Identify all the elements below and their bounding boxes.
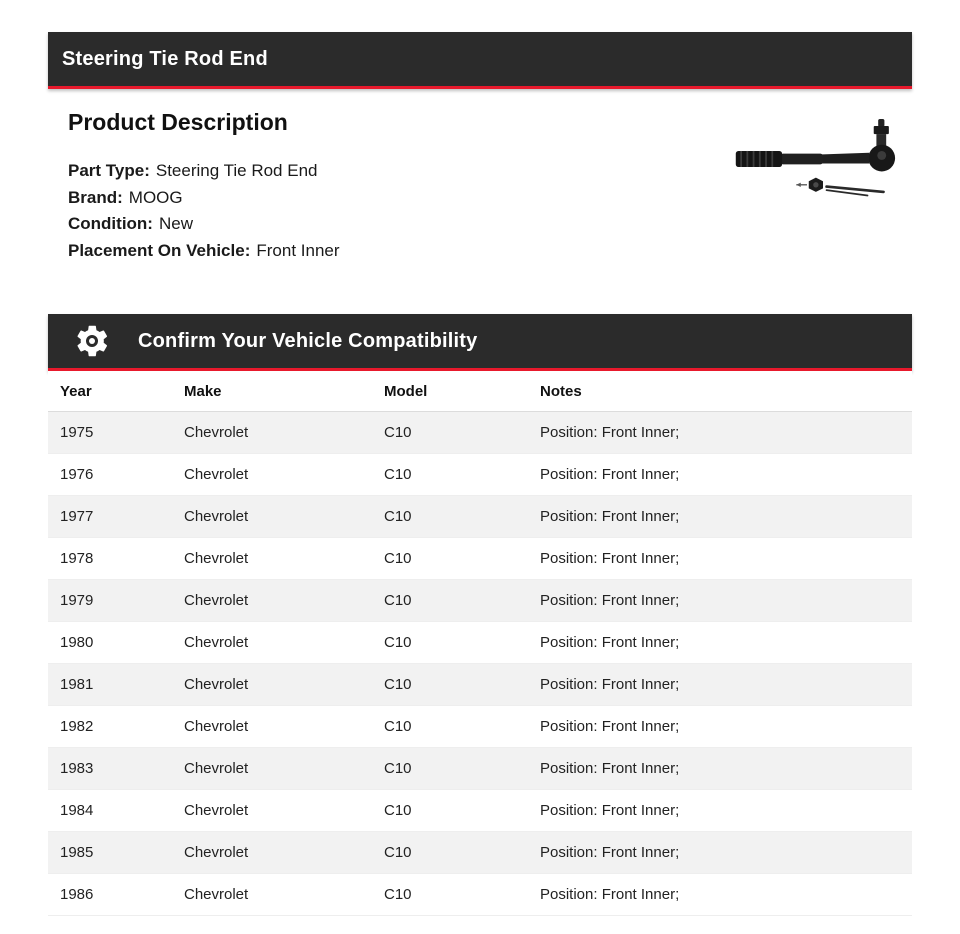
table-cell: C10 [384,592,412,609]
description-heading: Product Description [68,109,288,135]
column-header-model: Model [372,371,528,412]
table-cell: Position: Front Inner; [540,634,680,651]
table-row [48,580,912,622]
gear-icon [72,321,112,361]
table-cell: 1981 [60,676,94,693]
table-cell: 1982 [60,718,94,735]
table-cell: 1976 [60,466,94,483]
column-header-year: Year [48,371,172,412]
table-cell: Chevrolet [184,634,249,651]
table-cell: Position: Front Inner; [540,886,680,903]
page-container [48,0,912,916]
table-cell: Chevrolet [184,676,249,693]
table-cell: Chevrolet [184,424,249,441]
attribute-value: Front Inner [256,240,340,260]
table-cell: Position: Front Inner; [540,844,680,861]
table-cell: Position: Front Inner; [540,550,680,567]
table-header-row [48,371,912,412]
table-row [48,412,912,454]
table-cell: C10 [384,466,412,483]
column-header-make: Make [172,371,372,412]
column-header-notes: Notes [528,371,912,412]
table-row [48,748,912,790]
table-cell: Position: Front Inner; [540,676,680,693]
attribute-label: Part Type: [68,161,150,180]
table-cell: 1975 [60,424,94,441]
compatibility-heading: Confirm Your Vehicle Compatibility [138,329,478,352]
table-cell: Chevrolet [184,718,249,735]
table-cell: Chevrolet [184,760,249,777]
table-row [48,454,912,496]
table-row [48,538,912,580]
table-cell: C10 [384,760,412,777]
table-row [48,832,912,874]
table-cell: C10 [384,844,412,861]
table-row [48,622,912,664]
table-cell: 1980 [60,634,94,651]
table-cell: 1984 [60,802,94,819]
attribute-label: Condition: [68,214,153,233]
table-cell: Chevrolet [184,802,249,819]
table-cell: Position: Front Inner; [540,508,680,525]
attribute-value: New [158,214,193,233]
compatibility-table-body [48,412,912,916]
table-cell: Position: Front Inner; [540,592,680,609]
table-cell: C10 [384,718,412,735]
product-description-section [48,89,912,264]
table-header [48,371,912,412]
table-row [48,874,912,916]
table-cell: C10 [384,634,412,651]
table-cell: 1985 [60,844,94,861]
table-cell: Position: Front Inner; [540,802,680,819]
table-row [48,790,912,832]
table-cell: Chevrolet [184,466,249,483]
table-cell: Position: Front Inner; [540,718,680,735]
table-cell: Chevrolet [184,550,249,567]
table-cell: 1983 [60,760,94,777]
table-cell: Position: Front Inner; [540,760,680,777]
compatibility-header-bar [48,314,912,371]
table-row [48,496,912,538]
table-cell: Position: Front Inner; [540,424,680,441]
attribute-label: Brand: [68,187,123,207]
table-cell: Chevrolet [184,844,249,861]
table-cell: 1978 [60,550,94,567]
table-cell: Chevrolet [184,886,249,903]
attribute-placement [68,238,908,265]
table-row [48,706,912,748]
product-image [734,117,912,217]
table-cell: C10 [384,886,412,903]
table-cell: C10 [384,676,412,693]
table-row [48,664,912,706]
attribute-label: Placement On Vehicle: [68,240,251,260]
table-cell: Chevrolet [184,508,249,525]
attribute-value: MOOG [128,187,183,207]
attribute-value: Steering Tie Rod End [155,161,318,180]
table-cell: C10 [384,508,412,525]
table-cell: Position: Front Inner; [540,466,680,483]
table-cell: C10 [384,424,412,441]
table-cell: 1977 [60,508,94,525]
compatibility-section [48,314,912,916]
product-title-bar [48,32,912,89]
page-title: Steering Tie Rod End [62,47,268,70]
table-cell: 1986 [60,886,94,903]
table-cell: C10 [384,802,412,819]
table-cell: Chevrolet [184,592,249,609]
compatibility-table [48,371,912,916]
table-cell: 1979 [60,592,94,609]
table-cell: C10 [384,550,412,567]
